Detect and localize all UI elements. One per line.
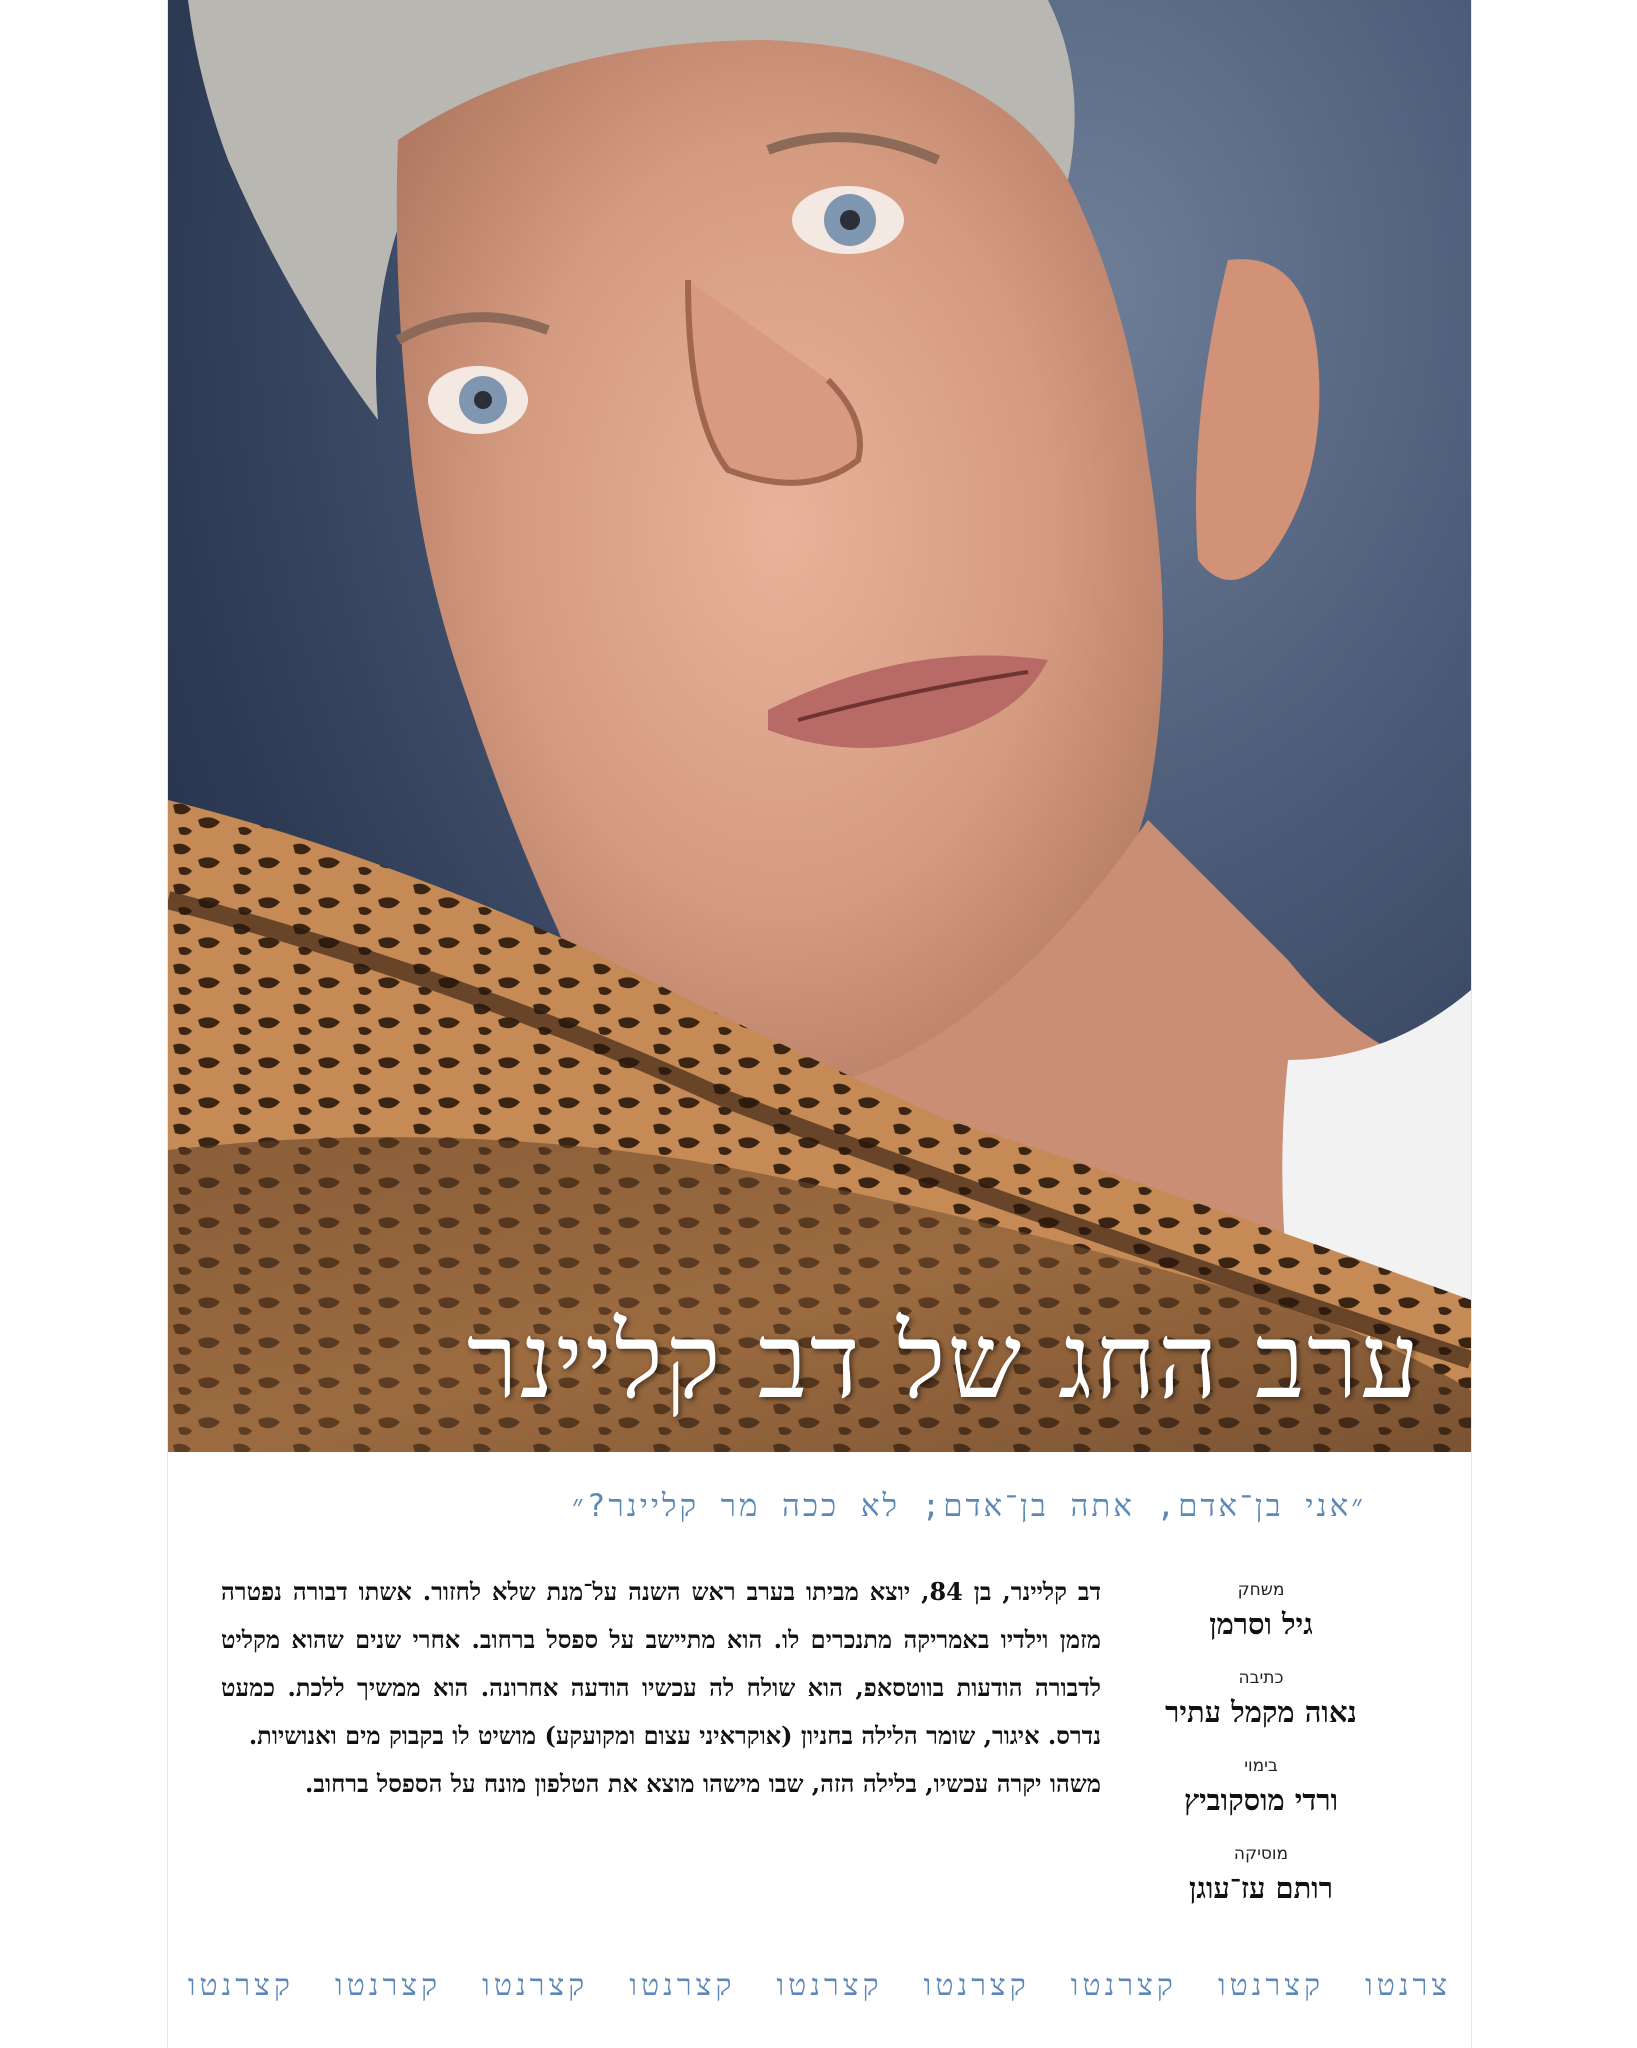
venue-name: קצרנטו — [187, 1968, 294, 2003]
synopsis-paragraph: משהו יקרה עכשיו, בלילה הזה, שבו מישהו מוצא את הטלפון מונח על הספסל ברחוב. — [305, 1769, 1101, 1798]
credit-name: רותם עז־עוגן — [1189, 1871, 1333, 1905]
credit-writing — [1131, 1666, 1391, 1734]
credit-name: גיל וסרמן — [1209, 1607, 1313, 1641]
credit-role: כתיבה — [1238, 1668, 1284, 1688]
venue-name: קצרנטו — [1070, 1968, 1177, 2003]
credit-role: מוסיקה — [1233, 1844, 1289, 1864]
credit-name: ורדי מוסקוביץ — [1183, 1783, 1339, 1817]
venue-name: צרנטו — [1365, 1968, 1452, 2003]
credit-role: בימוי — [1244, 1756, 1278, 1776]
credit-directing — [1131, 1754, 1391, 1822]
credit-role: משחק — [1237, 1580, 1285, 1600]
venue-name: קצרנטו — [1217, 1968, 1325, 2003]
venue-name: קצרנטו — [335, 1968, 442, 2003]
synopsis — [221, 1568, 1101, 1808]
portrait-photo — [168, 0, 1471, 1452]
poster — [167, 0, 1472, 2048]
credits-list — [1131, 1578, 1391, 1930]
venue-name: קצרנטו — [923, 1968, 1030, 2003]
tagline-quote: ״אני בן־אדם, אתה בן־אדם; לא ככה מר קליינר?״ — [572, 1488, 1366, 1524]
credit-music — [1131, 1842, 1391, 1910]
venue-strip — [168, 1968, 1471, 2018]
credit-acting — [1131, 1578, 1391, 1646]
credit-name: נאוה מקמל עתיר — [1165, 1695, 1357, 1729]
venue-name: קצרנטו — [482, 1968, 589, 2003]
venue-name: קצרנטו — [629, 1968, 736, 2003]
portrait-illustration — [168, 0, 1471, 1452]
venue-name: קצרנטו — [776, 1968, 883, 2003]
synopsis-paragraph: דב קליינר, בן 84, יוצא מביתו בערב ראש השנה על־מנת שלא לחזור. אשתו דבורה נפטרה מזמן וילדיו באמריקה מתנכרים לו. הוא מתיישב על ספסל ברחוב. אחרי שנים שהוא מקליט לדבורה הודעות בווטסאפ, הוא שולח לה עכשיו הודעה אחרונה. הוא ממשיך ללכת. כמעט נדרס. איגור, שומר הלילה בחניון (אוקראיני עצום ומקועקע) מושיט לו בקבוק מים ואנושיות. — [221, 1577, 1101, 1750]
poster-title: ערב החג של דב קליינר — [466, 1300, 1421, 1422]
